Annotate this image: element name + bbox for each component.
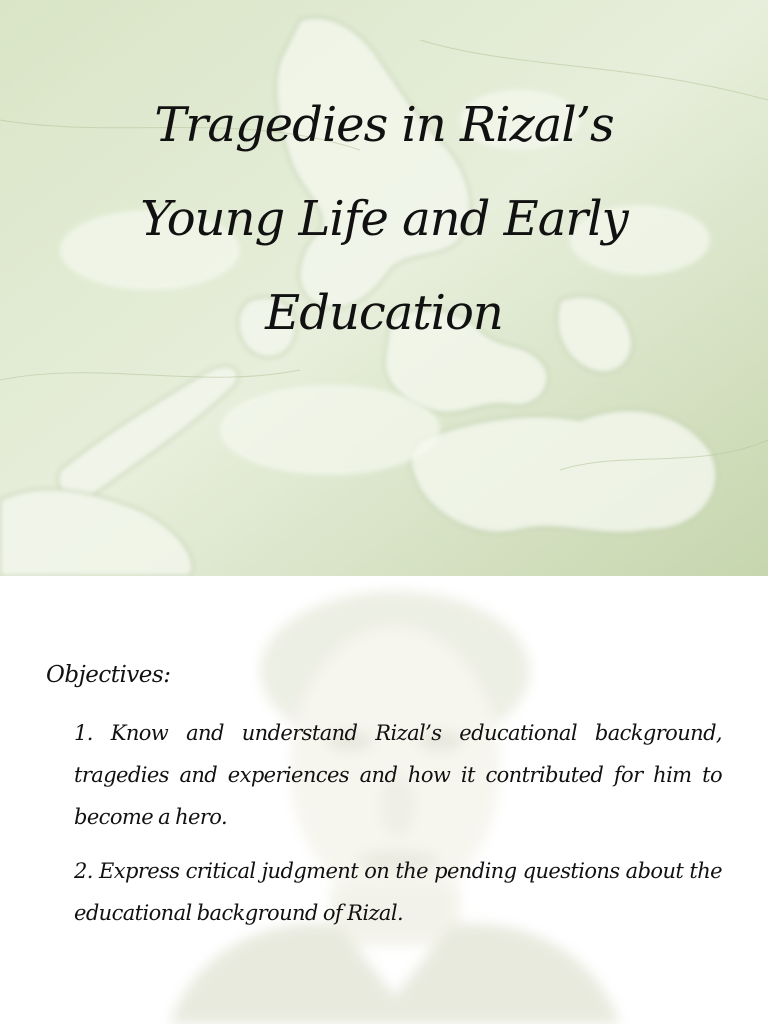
slide-title: Tragedies in Rizal’s Young Life and Early Education [140,97,628,341]
objective-item-2: 2. Express critical judgment on the pending questions about the educational background of Rizal. [74,859,722,925]
objective-item-1: 1. Know and understand Rizal’s educational background, tragedies and experiences and how it contributed for him to become a hero. [74,721,722,829]
objectives-heading: Objectives: [46,662,171,688]
objectives-slide [0,576,768,1024]
